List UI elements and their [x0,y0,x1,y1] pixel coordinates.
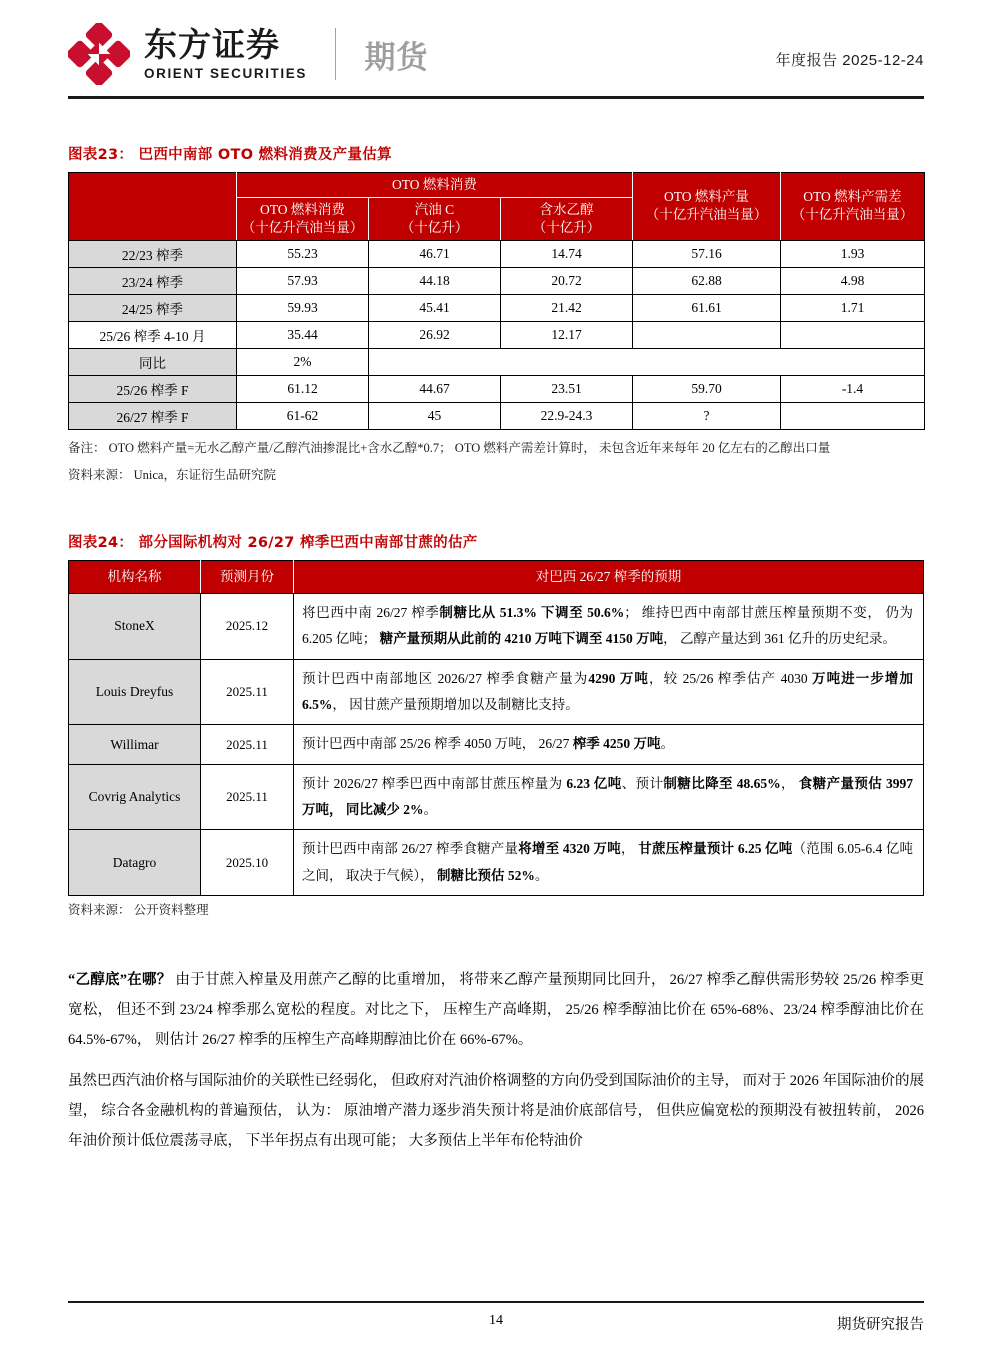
cell-oto-consumption: 2% [237,349,369,376]
cell-oto-production: 62.88 [633,268,781,295]
cell-oto-balance: 1.71 [781,295,925,322]
row-label: 26/27 榨季 F [69,403,237,430]
table-row [69,725,924,764]
cell-oto-consumption: 57.93 [237,268,369,295]
header-cell-production [633,172,781,241]
cell-forecast-month: 2025.10 [201,830,294,896]
header-line-1: OTO 燃料产量 [664,189,749,205]
spacer [68,487,924,531]
cell-expectation-text: 预计 2026/27 榨季巴西中南部甘蔗压榨量为 6.23 亿吨、预计制糖比降至 48.65%， 食糖产量预估 3997 万吨， 同比减少 2%。 [294,764,924,830]
cell-oto-balance [781,322,925,349]
brand-name-cn: 东方证券 [144,24,280,64]
brand-suffix-futures: 期货 [364,39,429,76]
cell-forecast-month: 2025.11 [201,725,294,764]
header-cell-expectation: 对巴西 26/27 榨季的预期 [294,560,924,593]
cell-hydrous-ethanol: 22.9-24.3 [501,403,633,430]
cell-oto-consumption: 55.23 [237,241,369,268]
cell-hydrous-ethanol: 20.72 [501,268,633,295]
header-cell-org: 机构名称 [69,560,201,593]
header-line-2: （十亿升汽油当量） [791,207,914,223]
exhibit-24-table [68,560,924,896]
row-label: 25/26 榨季 F [69,376,237,403]
header-cell-oto-consumption [237,197,369,240]
table-row [69,349,925,376]
body-paragraph-1: “乙醇底”在哪？ 由于甘蔗入榨量及用蔗产乙醇的比重增加， 将带来乙醇产量预期同比回升， 26/27 榨季乙醇供需形势较 25/26 榨季更宽松， 但还不到 23/24 榨季那么宽松的程度。对比之下， 压榨生产高峰期， 25/26 榨季醇油比价在 65%-68%、23/24 榨季醇油比价在 64.5%-67%， 则估计 26/27 榨季的压榨生产高峰期醇油比价在 66%-67%。 [68,972,925,1048]
table-row [69,764,924,830]
cell-oto-production: 61.61 [633,295,781,322]
page-header [68,0,924,96]
header-cell-group-consumption: OTO 燃料消费 [237,172,633,197]
cell-org-name: Willimar [69,725,201,764]
orient-securities-logo-icon [68,23,130,85]
cell-expectation-text: 预计巴西中南部 25/26 榨季 4050 万吨， 26/27 榨季 4250 万吨。 [294,725,924,764]
exhibit-23-source: 资料来源： Unica，东证衍生品研究院 [68,467,276,482]
header-line-2: （十亿升） [400,219,469,235]
table-row [69,241,925,268]
page-number: 14 [489,1313,503,1328]
exhibit-23-note: 备注： OTO 燃料产量=无水乙醇产量/乙醇汽油掺混比+含水乙醇*0.7； OTO 燃料产需差计算时， 未包含近年来每年 20 亿左右的乙醇出口量 [68,441,831,456]
table-row [69,376,925,403]
cell-gasoline-c: 44.18 [369,268,501,295]
exhibit-23-table [68,172,925,431]
brand-lockup [68,11,428,85]
row-label: 24/25 榨季 [69,295,237,322]
report-type-and-date: 年度报告 2025-12-24 [775,51,924,69]
cell-oto-balance: 1.93 [781,241,925,268]
body-paragraph-2: 虽然巴西汽油价格与国际油价的关联性已经弱化， 但政府对汽油价格调整的方向仍受到国际油价的主导， 而对于 2026 年国际油价的展望， 综合各金融机构的普遍预估， 认为： 原油增产潜力逐步消失预计将是油价底部信号， 但供应偏宽松的预期没有被扭转前， 2026 年油价预计低位震荡寻底， 下半年拐点有出现可能； 大多预估上半年布伦特油价 [68,1073,924,1149]
header-cell-hydrous-ethanol [501,197,633,240]
cell-expectation-text: 预计巴西中南部 26/27 榨季食糖产量将增至 4320 万吨， 甘蔗压榨量预计 6.25 亿吨（范围 6.05-6.4 亿吨之间， 取决于气候）， 制糖比预估 52%。 [294,830,924,896]
table-row [69,830,924,896]
brand-name-block [144,24,307,81]
exhibit-24-source: 资料来源： 公开资料整理 [68,902,209,917]
cell-hydrous-ethanol: 14.74 [501,241,633,268]
table-row [69,659,924,725]
header-line-1: 含水乙醇 [539,201,594,217]
table-row [69,322,925,349]
header-cell-month: 预测月份 [201,560,294,593]
cell-forecast-month: 2025.11 [201,764,294,830]
row-label: 25/26 榨季 4-10 月 [69,322,237,349]
cell-oto-production: 57.16 [633,241,781,268]
cell-hydrous-ethanol: 23.51 [501,376,633,403]
table-header-row-1 [69,172,925,197]
table-row [69,295,925,322]
exhibit-24-title: 图表24： 部分国际机构对 26/27 榨季巴西中南部甘蔗的估产 [68,534,478,551]
header-line-2: （十亿升） [532,219,601,235]
cell-oto-production [633,322,781,349]
header-line-1: OTO 燃料产需差 [803,189,902,205]
cell-org-name: Covrig Analytics [69,764,201,830]
table-row [69,268,925,295]
cell-gasoline-c: 46.71 [369,241,501,268]
cell-hydrous-ethanol: 21.42 [501,295,633,322]
cell-gasoline-c: 45 [369,403,501,430]
page-footer [68,1301,924,1333]
table-row [69,594,924,660]
cell-oto-balance: -1.4 [781,376,925,403]
cell-expectation-text: 将巴西中南 26/27 榨季制糖比从 51.3% 下调至 50.6%； 维持巴西中南部甘蔗压榨量预期不变， 仍为 6.205 亿吨； 糖产量预期从此前的 4210 万吨下调至 4150 万吨， 乙醇产量达到 361 亿升的历史纪录。 [294,594,924,660]
cell-oto-consumption: 61.12 [237,376,369,403]
row-label: 22/23 榨季 [69,241,237,268]
brand-name-en: ORIENT SECURITIES [144,65,307,81]
header-line-1: OTO 燃料消费 [260,201,345,217]
cell-org-name: Louis Dreyfus [69,659,201,725]
footer-report-label: 期货研究报告 [837,1317,924,1333]
cell-gasoline-c: 44.67 [369,376,501,403]
header-cell-gasoline-c [369,197,501,240]
header-cell-corner [69,172,237,241]
header-line-1: 汽油 C [414,201,455,217]
cell-expectation-text: 预计巴西中南部地区 2026/27 榨季食糖产量为4290 万吨，较 25/26 榨季估产 4030 万吨进一步增加 6.5%， 因甘蔗产量预期增加以及制糖比支持。 [294,659,924,725]
row-label: 23/24 榨季 [69,268,237,295]
cell-oto-balance: 4.98 [781,268,925,295]
brand-divider [335,28,337,80]
cell-oto-production: 59.70 [633,376,781,403]
table-header-row [69,560,924,593]
cell-org-name: StoneX [69,594,201,660]
cell-hydrous-ethanol: 12.17 [501,322,633,349]
spacer [68,99,924,143]
spacer [68,922,924,966]
cell-oto-consumption: 35.44 [237,322,369,349]
cell-oto-consumption: 59.93 [237,295,369,322]
cell-empty-merged [369,349,925,376]
cell-forecast-month: 2025.12 [201,594,294,660]
cell-gasoline-c: 26.92 [369,322,501,349]
cell-oto-consumption: 61-62 [237,403,369,430]
cell-oto-balance [781,403,925,430]
footer-rule [68,1301,924,1304]
cell-gasoline-c: 45.41 [369,295,501,322]
header-cell-balance [781,172,925,241]
cell-forecast-month: 2025.11 [201,659,294,725]
table-row [69,403,925,430]
row-label: 同比 [69,349,237,376]
header-line-2: （十亿升汽油当量） [645,207,768,223]
cell-oto-production: ? [633,403,781,430]
footer-row [68,1313,924,1333]
cell-org-name: Datagro [69,830,201,896]
header-line-2: （十亿升汽油当量） [241,219,364,235]
exhibit-23-title: 图表23： 巴西中南部 OTO 燃料消费及产量估算 [68,146,392,163]
